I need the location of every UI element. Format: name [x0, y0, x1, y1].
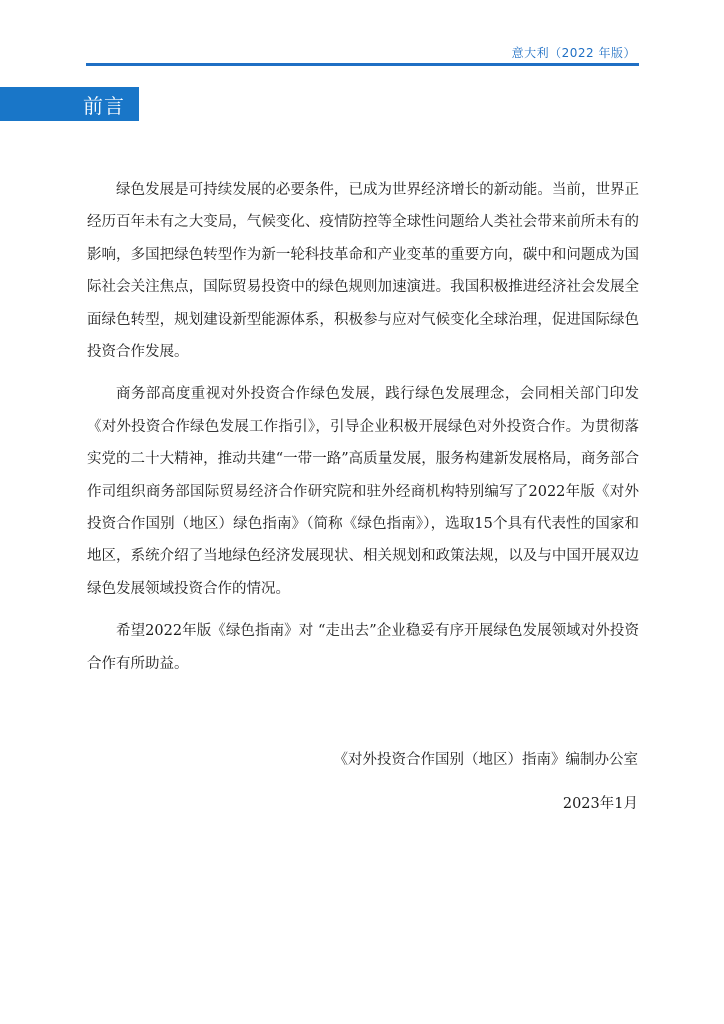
section-title-banner: [0, 87, 139, 121]
date-line: 2023年1月: [562, 796, 638, 812]
signature-line: 《对外投资合作国别（地区）指南》编制办公室: [333, 752, 638, 768]
paragraph-3: 希望2022年版《绿色指南》对 “走出去”企业稳妥有序开展绿色发展领域对外投资合作有所助益。: [87, 623, 639, 672]
paragraph-1: 绿色发展是可持续发展的必要条件，已成为世界经济增长的新动能。当前，世界正经历百年未有之大变局，气候变化、疫情防控等全球性问题给人类社会带来前所未有的影响，多国把绿色转型作为新一轮科技革命和产业变革的重要方向，碳中和问题成为国际社会关注焦点，国际贸易投资中的绿色规则加速演进。我国积极推进经济社会发展全面绿色转型，规划建设新型能源体系，积极参与应对气候变化全球治理，促进国际绿色投资合作发展。: [87, 182, 639, 361]
header-divider: [86, 63, 639, 66]
preface-body: [87, 174, 639, 690]
section-title: 前言: [83, 93, 125, 118]
paragraph-2: 商务部高度重视对外投资合作绿色发展，践行绿色发展理念，会同相关部门印发《对外投资合作绿色发展工作指引》，引导企业积极开展绿色对外投资合作。为贯彻落实党的二十大精神，推动共建“一带一路”高质量发展，服务构建新发展格局，商务部合作司组织商务部国际贸易经济合作研究院和驻外经商机构特别编写了2022年版《对外投资合作国别（地区）绿色指南》（简称《绿色指南》），选取15个具有代表性的国家和地区，系统介绍了当地绿色经济发展现状、相关规划和政策法规，以及与中国开展双边绿色发展领域投资合作的情况。: [87, 386, 639, 597]
header-edition-tag: 意大利（2022 年版）: [511, 46, 636, 60]
